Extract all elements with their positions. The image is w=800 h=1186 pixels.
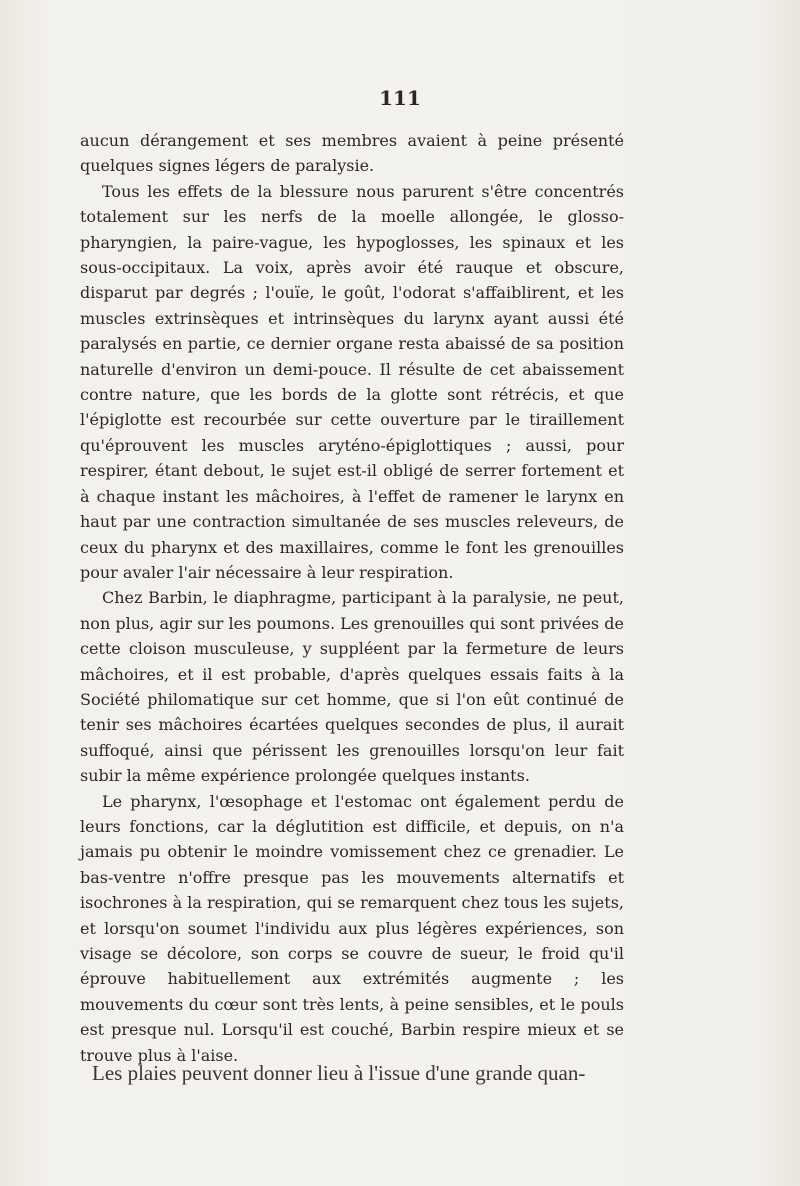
next-page-catch-line: Les plaies peuvent donner lieu à l'issue d'une grande quan- bbox=[92, 1061, 586, 1085]
page-number: 111 bbox=[379, 86, 421, 110]
paragraph-pharynx: Le pharynx, l'œsophage et l'estomac ont également perdu de leurs fonctions, car la déglutition est difficile, et depuis, on n'a jamais pu obtenir le moindre vomissement chez ce grenadier. Le bas-ventre n'offre presque pas les mouvements alternatifs et isochrones à la respiration, qui se remarquent chez tous les sujets, et lorsqu'on soumet l'individu aux plus légères expériences, son visage se décolore, son corps se couvre de sueur, le froid qu'il éprouve habituellement aux extrémités augmente ; les mouvements du cœur sont très lents, à peine sensibles, et le pouls est presque nul. Lorsqu'il est couché, Barbin respire mieux et se trouve plus à l'aise. bbox=[80, 791, 624, 1065]
paragraph-continued: aucun dérangement et ses membres avaient à peine présenté quelques signes légers de paralysie. bbox=[80, 131, 624, 176]
body-text bbox=[80, 128, 624, 1068]
paragraph-diaphragme: Chez Barbin, le diaphragme, participant à la paralysie, ne peut, non plus, agir sur les poumons. Les grenouilles qui sont privées de cette cloison musculeuse, y suppléent par la fermeture de leurs mâchoires, et il est probable, d'après quelques essais faits à la Société philomatique sur cet homme, que si l'on eût continué de tenir ses mâchoires écartées quelques secondes de plus, il aurait suffoqué, ainsi que périssent les grenouilles lorsqu'on leur fait subir la même expérience prolongée quelques instants. bbox=[80, 588, 624, 786]
paragraph-blessure-effects: Tous les effets de la blessure nous parurent s'être concentrés totalement sur les nerfs de la moelle allongée, le glosso-pharyngien, la paire-vague, les hypoglosses, les spinaux et les sous-occipitaux. La voix, après avoir été rauque et obscure, disparut par degrés ; l'ouïe, le goût, l'odorat s'affaiblirent, et les muscles extrinsèques et intrinsèques du larynx ayant aussi été paralysés en partie, ce dernier organe resta abaissé de sa position naturelle d'environ un demi-pouce. Il résulte de cet abaissement contre nature, que les bords de la glotte sont rétrécis, et que l'épiglotte est recourbée sur cette ouverture par le tiraillement qu'éprouvent les muscles aryténo-épiglottiques ; aussi, pour respirer, étant debout, le sujet est-il obligé de serrer fortement et à chaque instant les mâchoires, à l'effet de ramener le larynx en haut par une contraction simultanée de ses muscles releveurs, de ceux du pharynx et des maxillaires, comme le font les grenouilles pour avaler l'air nécessaire à leur respiration. bbox=[80, 181, 624, 582]
